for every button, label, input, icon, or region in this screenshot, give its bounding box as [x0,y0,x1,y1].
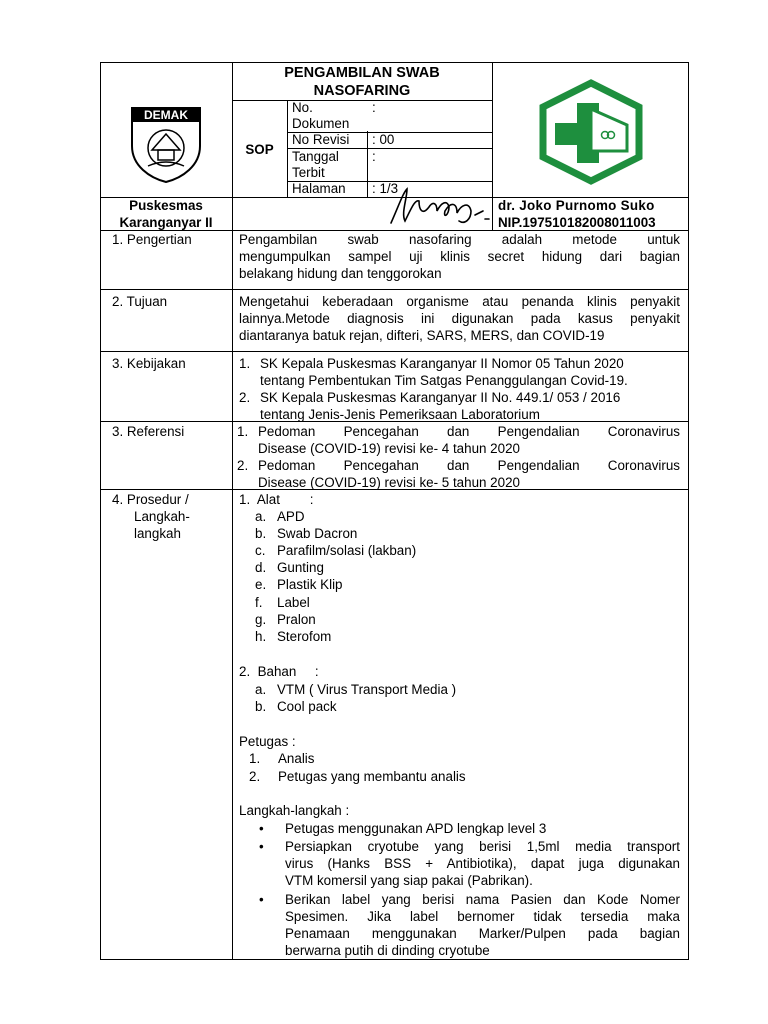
paragraph-line: virus (Hanks BSS + Antibiotika), dapat juga digunakan [285,856,680,871]
document-title [232,64,492,100]
list-item-key: b. [255,699,267,714]
paragraph-line: Mengetahui keberadaan organisme atau penanda klinis penyakit [239,294,680,309]
paragraph-line: Disease (COVID-19) revisi ke- 5 tahun 2020 [258,475,520,490]
signer-name: dr. Joko Purnomo Suko [498,198,655,213]
section-tujuan-text [239,293,680,344]
paragraph-line: Pedoman Pencegahan dan Pengendalian Coronavirus [258,424,680,439]
petugas-heading: Petugas : [239,734,296,749]
signer-nip: NIP.197510182008011003 [498,215,656,230]
list-item-text: Gunting [277,560,324,575]
list-item-text: Analis [278,751,315,766]
signer-info [498,197,656,231]
alat-heading: 1. Alat : [239,492,314,507]
paragraph-line: Disease (COVID-19) revisi ke- 4 tahun 2020 [258,441,520,456]
sop-label: SOP [245,142,274,157]
paragraph-line: diantaranya batuk rejan, difteri, SARS, MERS, dan COVID-19 [239,328,605,343]
list-item-text: Petugas menggunakan APD lengkap level 3 [285,821,547,836]
list-item-key: d. [255,560,267,575]
paragraph-line: mengumpulkan sampel uji klinis secret hidung dari bagian [239,249,680,264]
list-item-text: SK Kepala Puskesmas Karanganyar II No. 449.1/ 053 / 2016 [260,390,621,405]
title-line-1: PENGAMBILAN SWAB [284,65,440,81]
meta-label-line: Dokumen [292,116,350,131]
demak-logo-text: DEMAK [144,108,188,122]
meta-halaman-value: : 1/3 [372,181,399,196]
meta-no-revisi-label: No Revisi [292,132,350,147]
list-item-text: Swab Dacron [277,526,358,541]
list-item-key: g. [255,612,267,627]
bullet-icon: • [259,892,264,907]
section-referensi-label: 3. Referensi [112,424,185,439]
signature-image [385,185,495,229]
section-prosedur-label [112,491,190,542]
list-item-key: b. [255,526,267,541]
paragraph-line: Pengambilan swab nasofaring adalah metode untuk [239,232,680,247]
section-kebijakan-label: 3. Kebijakan [112,356,186,371]
list-item-text [285,838,680,889]
org-line-2: Karanganyar II [119,215,213,230]
list-item-key: a. [255,509,267,524]
meta-halaman-label: Halaman [292,181,346,196]
org-line-1: Puskesmas [129,198,203,213]
list-item-text [258,457,680,491]
list-item-text: Label [277,595,310,610]
organization-name [100,197,232,231]
meta-tanggal-terbit-label [292,149,339,181]
label-line: 4. Prosedur / [112,492,189,507]
bahan-heading: 2. Bahan : [239,664,319,679]
list-item-number: 2. [239,390,251,405]
bullet-icon: • [259,821,264,836]
meta-tanggal-terbit-value: : [372,149,376,164]
paragraph-line: Penamaan menggunakan Marker/Pulpen pada bagian [285,926,680,941]
meta-no-dokumen-value: : [372,100,376,115]
paragraph-line: lainnya.Metode diagnosis ini digunakan pada kasus penyakit [239,311,680,326]
list-item-text: Parafilm/solasi (lakban) [277,543,417,558]
paragraph-line: Berikan label yang berisi nama Pasien dan Kode Nomer [285,892,680,907]
section-pengertian-text [239,231,680,282]
list-item-text: Petugas yang membantu analis [278,769,466,784]
meta-no-revisi-value: : 00 [372,132,395,147]
list-item-key: f. [255,595,263,610]
list-item-text: tentang Jenis-Jenis Pemeriksaan Laboratorium [260,407,540,422]
list-item-text: APD [277,509,305,524]
list-item-key: 1. [249,751,261,766]
paragraph-line: Pedoman Pencegahan dan Pengendalian Coronavirus [258,458,680,473]
list-item-key: a. [255,682,267,697]
list-item-key: e. [255,577,267,592]
paragraph-line: VTM komersil yang siap pakai (Pabrikan). [285,873,533,888]
list-item-text [258,423,680,457]
meta-no-dokumen-label [292,100,349,132]
list-item-number: 2. [237,458,249,473]
section-tujuan-label: 2. Tujuan [112,294,168,309]
list-item-text: VTM ( Virus Transport Media ) [277,682,457,697]
list-item-text: Pralon [277,612,316,627]
label-line: Langkah- [134,509,190,524]
meta-label-line: Terbit [292,165,325,180]
paragraph-line: Spesimen. Jika label bernomer tidak tersedia maka [285,909,680,924]
puskesmas-logo [535,79,647,185]
list-item-key: 2. [249,769,261,784]
title-line-2: NASOFARING [313,83,411,99]
list-item-text: Plastik Klip [277,577,343,592]
meta-label-line: No. [292,100,313,115]
langkah-heading: Langkah-langkah : [239,803,350,818]
list-item-text: tentang Pembentukan Tim Satgas Penanggulangan Covid-19. [260,373,628,388]
list-item-number: 1. [239,356,251,371]
section-pengertian-label: 1. Pengertian [112,232,192,247]
list-item-key: c. [255,543,266,558]
list-item-key: h. [255,629,267,644]
list-item-text: Sterofom [277,629,332,644]
bullet-icon: • [259,839,264,854]
list-item-text [285,891,680,959]
list-item-text: Cool pack [277,699,337,714]
label-line: langkah [134,526,181,541]
paragraph-line: belakang hidung dan tenggorokan [239,266,442,281]
list-item-text: SK Kepala Puskesmas Karanganyar II Nomor 05 Tahun 2020 [260,356,624,371]
list-item-number: 1. [237,424,249,439]
demak-logo [124,100,208,184]
paragraph-line: berwarna putih di dinding cryotube [285,943,490,958]
paragraph-line: Persiapkan cryotube yang berisi 1,5ml media transport [285,839,680,854]
meta-label-line: Tanggal [292,149,339,164]
